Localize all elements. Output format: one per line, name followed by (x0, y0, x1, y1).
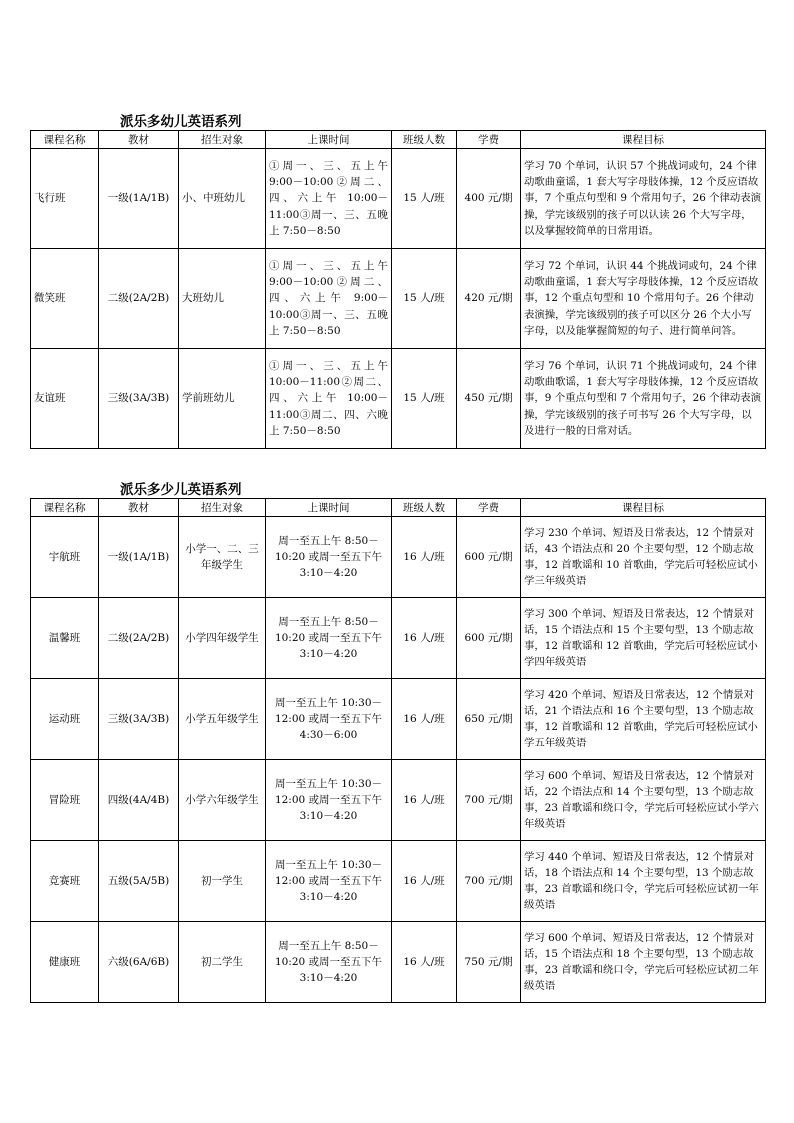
textbook: 二级(2A/2B) (99, 598, 179, 679)
table-row (31, 922, 766, 1003)
class-time: 周一至五上午 8:50－10:20 或周一至五下午 3:10－4:20 (266, 517, 392, 598)
target-students: 小学四年级学生 (179, 598, 266, 679)
class-time: ①周一、三、五上午 10:00－11:00②周二、四、六上午 10:00－11:00③周二、四、六晚上 7:50－8:50 (266, 349, 392, 449)
course-table-preschool (30, 130, 766, 449)
table-row (31, 517, 766, 598)
target-students: 大班幼儿 (179, 249, 266, 349)
textbook: 二级(2A/2B) (99, 249, 179, 349)
class-time: 周一至五上午 8:50－10:20 或周一至五下午 3:10－4:20 (266, 922, 392, 1003)
course-name: 冒险班 (31, 760, 99, 841)
header-target: 招生对象 (179, 131, 266, 149)
target-students: 小、中班幼儿 (179, 149, 266, 249)
header-course-name: 课程名称 (31, 499, 99, 517)
header-fee: 学费 (457, 131, 521, 149)
course-goal: 学习 230 个单词、短语及日常表达，12 个情景对话，43 个语法点和 20 个主要句型，12 个励志故事，12 首歌谣和 10 首歌曲，学完后可轻松应试小学三年级英语 (521, 517, 766, 598)
textbook: 三级(3A/3B) (99, 349, 179, 449)
course-goal: 学习 70 个单词，认识 57 个挑战词或句，24 个律动歌曲童谣，1 套大写字母肢体操，12 个反应语故事，7 个重点句型和 9 个常用句子，26 个律动表演操，学完该级别的孩子可以认读 26 个大写字母，以及掌握较简单的日常用语。 (521, 149, 766, 249)
table-row (31, 249, 766, 349)
header-time: 上课时间 (266, 499, 392, 517)
class-time: 周一至五上午 10:30－12:00 或周一至五下午 3:10－4:20 (266, 760, 392, 841)
header-class-size: 班级人数 (392, 131, 457, 149)
table-row (31, 149, 766, 249)
textbook: 三级(3A/3B) (99, 679, 179, 760)
class-size: 16 人/班 (392, 517, 457, 598)
header-target: 招生对象 (179, 499, 266, 517)
course-goal: 学习 600 个单词、短语及日常表达，12 个情景对话，22 个语法点和 14 个主要句型，13 个励志故事，23 首歌谣和绕口令，学完后可轻松应试小学六年级英语 (521, 760, 766, 841)
course-name: 微笑班 (31, 249, 99, 349)
course-goal: 学习 600 个单词、短语及日常表达，12 个情景对话，15 个语法点和 18 个主要句型，13 个励志故事，23 首歌谣和绕口令，学完后可轻松应试初二年级英语 (521, 922, 766, 1003)
header-textbook: 教材 (99, 131, 179, 149)
textbook: 五级(5A/5B) (99, 841, 179, 922)
course-goal: 学习 440 个单词、短语及日常表达，12 个情景对话，18 个语法点和 14 个主要句型，13 个励志故事，23 首歌谣和绕口令，学完后可轻松应试初一年级英语 (521, 841, 766, 922)
header-goal: 课程目标 (521, 499, 766, 517)
class-size: 16 人/班 (392, 760, 457, 841)
table-row (31, 349, 766, 449)
target-students: 小学一、二、三年级学生 (179, 517, 266, 598)
course-name: 竞赛班 (31, 841, 99, 922)
textbook: 一级(1A/1B) (99, 517, 179, 598)
class-time: 周一至五上午 10:30－12:00 或周一至五下午 3:10－4:20 (266, 841, 392, 922)
table-header-row (31, 499, 766, 517)
course-table-children (30, 498, 766, 1003)
fee: 600 元/期 (457, 517, 521, 598)
header-course-name: 课程名称 (31, 131, 99, 149)
textbook: 四级(4A/4B) (99, 760, 179, 841)
class-size: 16 人/班 (392, 922, 457, 1003)
class-size: 16 人/班 (392, 598, 457, 679)
fee: 700 元/期 (457, 760, 521, 841)
class-size: 16 人/班 (392, 841, 457, 922)
section-title-children: 派乐多少儿英语系列 (120, 482, 242, 498)
fee: 400 元/期 (457, 149, 521, 249)
header-class-size: 班级人数 (392, 499, 457, 517)
target-students: 学前班幼儿 (179, 349, 266, 449)
section-title-preschool: 派乐多幼儿英语系列 (120, 114, 242, 130)
class-time: 周一至五上午 8:50－10:20 或周一至五下午 3:10－4:20 (266, 598, 392, 679)
header-textbook: 教材 (99, 499, 179, 517)
fee: 450 元/期 (457, 349, 521, 449)
course-name: 飞行班 (31, 149, 99, 249)
fee: 420 元/期 (457, 249, 521, 349)
class-time: ①周一、三、五上午 9:00－10:00②周二、四、六上午 9:00－10:00③周一、三、五晚上 7:50－8:50 (266, 249, 392, 349)
table-row (31, 841, 766, 922)
fee: 600 元/期 (457, 598, 521, 679)
course-name: 温馨班 (31, 598, 99, 679)
table-row (31, 598, 766, 679)
target-students: 小学六年级学生 (179, 760, 266, 841)
table-header-row (31, 131, 766, 149)
table-row (31, 760, 766, 841)
class-size: 15 人/班 (392, 249, 457, 349)
target-students: 初一学生 (179, 841, 266, 922)
table-row (31, 679, 766, 760)
fee: 700 元/期 (457, 841, 521, 922)
course-goal: 学习 72 个单词，认识 44 个挑战词或句，24 个律动歌曲童谣，1 套大写字母肢体操，12 个反应语故事，12 个重点句型和 10 个常用句子。26 个律动表演操，学完该级别的孩子可以区分 26 个大小写字母，以及能掌握简短的句子、进行简单问答。 (521, 249, 766, 349)
fee: 750 元/期 (457, 922, 521, 1003)
course-name: 运动班 (31, 679, 99, 760)
course-name: 宇航班 (31, 517, 99, 598)
course-goal: 学习 420 个单词、短语及日常表达，12 个情景对话，21 个语法点和 16 个主要句型，13 个励志故事，12 首歌谣和 12 首歌曲，学完后可轻松应试小学五年级英语 (521, 679, 766, 760)
class-time: 周一至五上午 10:30－12:00 或周一至五下午 4:30－6:00 (266, 679, 392, 760)
textbook: 六级(6A/6B) (99, 922, 179, 1003)
class-time: ①周一、三、五上午 9:00－10:00②周二、四、六上午 10:00－11:00③周一、三、五晚上 7:50－8:50 (266, 149, 392, 249)
textbook: 一级(1A/1B) (99, 149, 179, 249)
course-name: 健康班 (31, 922, 99, 1003)
target-students: 小学五年级学生 (179, 679, 266, 760)
target-students: 初二学生 (179, 922, 266, 1003)
course-goal: 学习 300 个单词、短语及日常表达，12 个情景对话，15 个语法点和 15 个主要句型，13 个励志故事，12 首歌谣和 12 首歌曲，学完后可轻松应试小学四年级英语 (521, 598, 766, 679)
class-size: 16 人/班 (392, 679, 457, 760)
class-size: 15 人/班 (392, 149, 457, 249)
course-goal: 学习 76 个单词，认识 71 个挑战词或句，24 个律动歌曲歌谣，1 套大写字母肢体操，12 个反应语故事，9 个重点句型和 7 个常用句子，26 个律动表演操，学完该级别的孩子可书写 26 个大写字母，以及进行一般的日常对话。 (521, 349, 766, 449)
header-time: 上课时间 (266, 131, 392, 149)
header-fee: 学费 (457, 499, 521, 517)
class-size: 15 人/班 (392, 349, 457, 449)
fee: 650 元/期 (457, 679, 521, 760)
course-name: 友谊班 (31, 349, 99, 449)
header-goal: 课程目标 (521, 131, 766, 149)
